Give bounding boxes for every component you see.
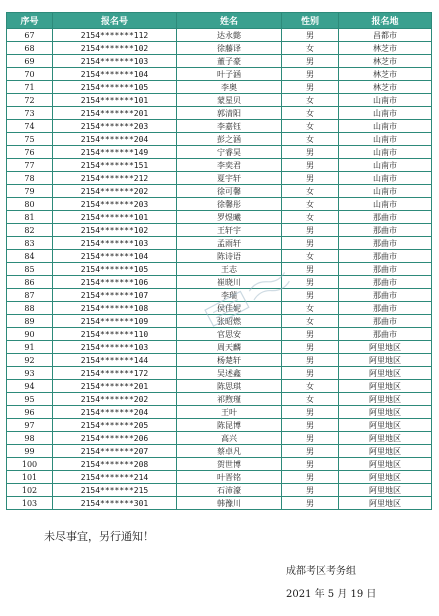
table-row <box>7 159 432 172</box>
cell-gender: 女 <box>282 380 339 393</box>
table-row <box>7 81 432 94</box>
cell-name: 董子豪 <box>177 55 282 68</box>
cell-seq: 67 <box>7 29 53 42</box>
cell-name: 王志 <box>177 263 282 276</box>
table-header-row <box>7 13 432 29</box>
cell-reg-place: 那曲市 <box>339 328 432 341</box>
cell-name: 杨楚轩 <box>177 354 282 367</box>
cell-name: 宁睿昊 <box>177 146 282 159</box>
cell-seq: 97 <box>7 419 53 432</box>
cell-gender: 女 <box>282 315 339 328</box>
cell-reg-place: 阿里地区 <box>339 354 432 367</box>
table-row <box>7 276 432 289</box>
cell-reg-place: 山南市 <box>339 94 432 107</box>
cell-reg-place: 昌都市 <box>339 29 432 42</box>
cell-gender: 女 <box>282 42 339 55</box>
cell-gender: 男 <box>282 341 339 354</box>
table-row <box>7 354 432 367</box>
table-row <box>7 263 432 276</box>
cell-reg-place: 阿里地区 <box>339 458 432 471</box>
table-row <box>7 94 432 107</box>
cell-name: 蔡卓凡 <box>177 445 282 458</box>
candidate-table <box>6 12 432 510</box>
table-row <box>7 341 432 354</box>
cell-reg-place: 那曲市 <box>339 276 432 289</box>
table-row <box>7 133 432 146</box>
cell-gender: 男 <box>282 224 339 237</box>
cell-name: 蒙星贝 <box>177 94 282 107</box>
cell-name: 叶子涵 <box>177 68 282 81</box>
cell-gender: 男 <box>282 263 339 276</box>
cell-name: 达永懿 <box>177 29 282 42</box>
cell-reg-id: 2154*******105 <box>53 263 177 276</box>
cell-reg-place: 阿里地区 <box>339 484 432 497</box>
cell-gender: 女 <box>282 198 339 211</box>
cell-seq: 88 <box>7 302 53 315</box>
cell-gender: 男 <box>282 328 339 341</box>
table-row <box>7 445 432 458</box>
cell-seq: 93 <box>7 367 53 380</box>
cell-seq: 86 <box>7 276 53 289</box>
cell-seq: 99 <box>7 445 53 458</box>
cell-seq: 91 <box>7 341 53 354</box>
table-row <box>7 458 432 471</box>
cell-gender: 男 <box>282 406 339 419</box>
cell-reg-id: 2154*******102 <box>53 224 177 237</box>
cell-name: 李奥 <box>177 81 282 94</box>
cell-reg-place: 山南市 <box>339 107 432 120</box>
cell-name: 徐可馨 <box>177 185 282 198</box>
cell-seq: 100 <box>7 458 53 471</box>
cell-gender: 男 <box>282 497 339 510</box>
cell-reg-place: 那曲市 <box>339 289 432 302</box>
cell-seq: 81 <box>7 211 53 224</box>
cell-gender: 男 <box>282 29 339 42</box>
cell-name: 高兴 <box>177 432 282 445</box>
cell-reg-id: 2154*******110 <box>53 328 177 341</box>
cell-name: 夏宇轩 <box>177 172 282 185</box>
cell-reg-id: 2154*******172 <box>53 367 177 380</box>
cell-gender: 男 <box>282 432 339 445</box>
cell-name: 陈思琪 <box>177 380 282 393</box>
cell-gender: 男 <box>282 276 339 289</box>
cell-reg-id: 2154*******104 <box>53 250 177 263</box>
cell-reg-place: 阿里地区 <box>339 367 432 380</box>
cell-seq: 92 <box>7 354 53 367</box>
cell-reg-place: 山南市 <box>339 185 432 198</box>
cell-reg-place: 那曲市 <box>339 263 432 276</box>
cell-seq: 68 <box>7 42 53 55</box>
table-row <box>7 120 432 133</box>
cell-gender: 男 <box>282 354 339 367</box>
table-row <box>7 393 432 406</box>
table-row <box>7 432 432 445</box>
table-row <box>7 42 432 55</box>
cell-seq: 96 <box>7 406 53 419</box>
cell-reg-place: 阿里地区 <box>339 406 432 419</box>
cell-reg-place: 阿里地区 <box>339 393 432 406</box>
cell-name: 罗煜曦 <box>177 211 282 224</box>
cell-gender: 男 <box>282 367 339 380</box>
table-row <box>7 289 432 302</box>
cell-name: 徐藤译 <box>177 42 282 55</box>
cell-gender: 女 <box>282 133 339 146</box>
cell-reg-id: 2154*******202 <box>53 393 177 406</box>
cell-reg-id: 2154*******101 <box>53 94 177 107</box>
cell-reg-place: 那曲市 <box>339 211 432 224</box>
cell-seq: 80 <box>7 198 53 211</box>
cell-reg-place: 山南市 <box>339 159 432 172</box>
table-row <box>7 29 432 42</box>
table-row <box>7 146 432 159</box>
table-row <box>7 471 432 484</box>
cell-reg-place: 那曲市 <box>339 237 432 250</box>
table-row <box>7 380 432 393</box>
cell-name: 官思安 <box>177 328 282 341</box>
cell-reg-id: 2154*******301 <box>53 497 177 510</box>
table-row <box>7 419 432 432</box>
cell-reg-place: 阿里地区 <box>339 341 432 354</box>
cell-reg-place: 山南市 <box>339 120 432 133</box>
table-row <box>7 107 432 120</box>
cell-gender: 男 <box>282 471 339 484</box>
cell-reg-place: 阿里地区 <box>339 497 432 510</box>
cell-reg-id: 2154*******202 <box>53 185 177 198</box>
cell-reg-place: 那曲市 <box>339 302 432 315</box>
cell-reg-id: 2154*******149 <box>53 146 177 159</box>
cell-gender: 女 <box>282 393 339 406</box>
cell-reg-id: 2154*******201 <box>53 380 177 393</box>
cell-gender: 女 <box>282 94 339 107</box>
cell-name: 侯佳妮 <box>177 302 282 315</box>
cell-name: 崔晓川 <box>177 276 282 289</box>
cell-reg-place: 林芝市 <box>339 55 432 68</box>
cell-reg-place: 阿里地区 <box>339 419 432 432</box>
cell-reg-id: 2154*******151 <box>53 159 177 172</box>
header-name: 姓名 <box>177 13 282 29</box>
cell-name: 陈诗语 <box>177 250 282 263</box>
cell-seq: 70 <box>7 68 53 81</box>
cell-reg-place: 那曲市 <box>339 224 432 237</box>
cell-reg-place: 那曲市 <box>339 250 432 263</box>
cell-name: 周天麟 <box>177 341 282 354</box>
cell-seq: 78 <box>7 172 53 185</box>
cell-reg-id: 2154*******214 <box>53 471 177 484</box>
cell-gender: 女 <box>282 120 339 133</box>
cell-name: 王叶 <box>177 406 282 419</box>
cell-name: 贺世博 <box>177 458 282 471</box>
cell-name: 王轩宇 <box>177 224 282 237</box>
footer-note: 未尽事宜，另行通知！ <box>44 530 154 543</box>
cell-gender: 男 <box>282 68 339 81</box>
cell-reg-id: 2154*******105 <box>53 81 177 94</box>
cell-reg-id: 2154*******205 <box>53 419 177 432</box>
table-row <box>7 237 432 250</box>
cell-reg-id: 2154*******208 <box>53 458 177 471</box>
cell-name: 李瑞 <box>177 289 282 302</box>
cell-seq: 72 <box>7 94 53 107</box>
table-row <box>7 302 432 315</box>
table-body <box>7 29 432 510</box>
cell-gender: 男 <box>282 289 339 302</box>
cell-name: 陈昆博 <box>177 419 282 432</box>
cell-gender: 男 <box>282 146 339 159</box>
cell-gender: 男 <box>282 55 339 68</box>
header-reg-id: 报名号 <box>53 13 177 29</box>
cell-reg-place: 山南市 <box>339 146 432 159</box>
issue-date: 2021 年 5 月 19 日 <box>286 589 377 600</box>
cell-gender: 男 <box>282 237 339 250</box>
cell-reg-place: 那曲市 <box>339 315 432 328</box>
cell-seq: 87 <box>7 289 53 302</box>
cell-gender: 男 <box>282 419 339 432</box>
cell-gender: 男 <box>282 172 339 185</box>
table-row <box>7 328 432 341</box>
cell-gender: 女 <box>282 211 339 224</box>
cell-reg-id: 2154*******206 <box>53 432 177 445</box>
table-row <box>7 68 432 81</box>
cell-reg-place: 阿里地区 <box>339 432 432 445</box>
header-seq: 序号 <box>7 13 53 29</box>
table-row <box>7 211 432 224</box>
cell-reg-id: 2154*******109 <box>53 315 177 328</box>
header-reg-place: 报名地 <box>339 13 432 29</box>
cell-seq: 83 <box>7 237 53 250</box>
cell-seq: 75 <box>7 133 53 146</box>
table-row <box>7 406 432 419</box>
cell-seq: 74 <box>7 120 53 133</box>
cell-seq: 94 <box>7 380 53 393</box>
cell-seq: 79 <box>7 185 53 198</box>
cell-reg-place: 阿里地区 <box>339 471 432 484</box>
cell-gender: 女 <box>282 302 339 315</box>
cell-reg-id: 2154*******102 <box>53 42 177 55</box>
cell-seq: 85 <box>7 263 53 276</box>
table-row <box>7 172 432 185</box>
cell-reg-id: 2154*******103 <box>53 55 177 68</box>
cell-reg-id: 2154*******203 <box>53 198 177 211</box>
table-row <box>7 224 432 237</box>
header-gender: 性别 <box>282 13 339 29</box>
cell-reg-id: 2154*******201 <box>53 107 177 120</box>
cell-reg-place: 山南市 <box>339 198 432 211</box>
cell-gender: 男 <box>282 458 339 471</box>
cell-reg-id: 2154*******103 <box>53 237 177 250</box>
cell-name: 祁煦瑾 <box>177 393 282 406</box>
cell-reg-place: 林芝市 <box>339 81 432 94</box>
cell-name: 李嘉钰 <box>177 120 282 133</box>
cell-reg-id: 2154*******215 <box>53 484 177 497</box>
cell-reg-id: 2154*******106 <box>53 276 177 289</box>
cell-seq: 73 <box>7 107 53 120</box>
cell-reg-place: 山南市 <box>339 172 432 185</box>
cell-name: 孟雨轩 <box>177 237 282 250</box>
cell-reg-id: 2154*******204 <box>53 406 177 419</box>
cell-seq: 90 <box>7 328 53 341</box>
cell-reg-place: 林芝市 <box>339 42 432 55</box>
cell-seq: 101 <box>7 471 53 484</box>
cell-seq: 103 <box>7 497 53 510</box>
cell-name: 李奕君 <box>177 159 282 172</box>
cell-reg-id: 2154*******104 <box>53 68 177 81</box>
cell-reg-id: 2154*******212 <box>53 172 177 185</box>
table-row <box>7 198 432 211</box>
cell-seq: 89 <box>7 315 53 328</box>
cell-reg-place: 山南市 <box>339 133 432 146</box>
cell-seq: 77 <box>7 159 53 172</box>
cell-seq: 95 <box>7 393 53 406</box>
cell-seq: 102 <box>7 484 53 497</box>
cell-seq: 69 <box>7 55 53 68</box>
cell-reg-id: 2154*******103 <box>53 341 177 354</box>
cell-gender: 男 <box>282 81 339 94</box>
cell-name: 张昭燃 <box>177 315 282 328</box>
cell-reg-place: 阿里地区 <box>339 380 432 393</box>
table-row <box>7 367 432 380</box>
cell-reg-id: 2154*******107 <box>53 289 177 302</box>
table-row <box>7 497 432 510</box>
table-row <box>7 185 432 198</box>
cell-gender: 男 <box>282 159 339 172</box>
cell-reg-place: 林芝市 <box>339 68 432 81</box>
cell-name: 徐馨彤 <box>177 198 282 211</box>
cell-name: 郭清阳 <box>177 107 282 120</box>
cell-name: 吴述鑫 <box>177 367 282 380</box>
cell-reg-id: 2154*******101 <box>53 211 177 224</box>
cell-reg-place: 阿里地区 <box>339 445 432 458</box>
cell-name: 韩豫川 <box>177 497 282 510</box>
cell-gender: 女 <box>282 250 339 263</box>
cell-reg-id: 2154*******207 <box>53 445 177 458</box>
cell-gender: 男 <box>282 484 339 497</box>
cell-gender: 女 <box>282 185 339 198</box>
issuing-organization: 成都考区考务组 <box>286 566 356 577</box>
cell-reg-id: 2154*******112 <box>53 29 177 42</box>
table-row <box>7 55 432 68</box>
cell-seq: 71 <box>7 81 53 94</box>
cell-reg-id: 2154*******204 <box>53 133 177 146</box>
cell-name: 彭之涵 <box>177 133 282 146</box>
cell-gender: 男 <box>282 445 339 458</box>
cell-reg-id: 2154*******203 <box>53 120 177 133</box>
cell-seq: 82 <box>7 224 53 237</box>
table-row <box>7 484 432 497</box>
cell-reg-id: 2154*******144 <box>53 354 177 367</box>
cell-seq: 98 <box>7 432 53 445</box>
cell-gender: 女 <box>282 107 339 120</box>
table-row <box>7 250 432 263</box>
cell-reg-id: 2154*******108 <box>53 302 177 315</box>
cell-seq: 84 <box>7 250 53 263</box>
cell-name: 石沛濠 <box>177 484 282 497</box>
table-row <box>7 315 432 328</box>
cell-name: 叶晋铭 <box>177 471 282 484</box>
cell-seq: 76 <box>7 146 53 159</box>
